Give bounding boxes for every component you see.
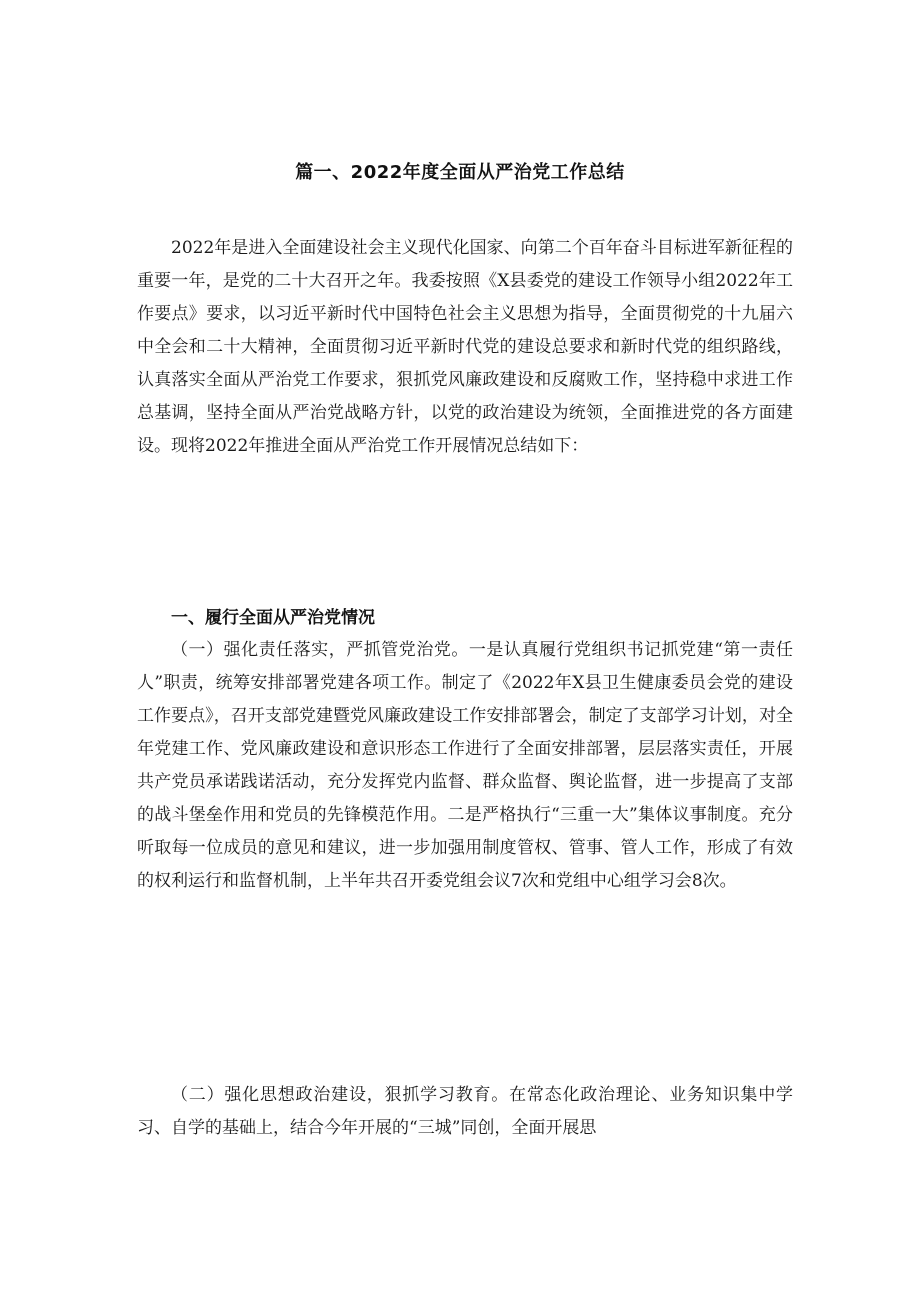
section-paragraph-2: （二）强化思想政治建设，狠抓学习教育。在常态化政治理论、业务知识集中学习、自学的基础上，结合今年开展的“三城”同创，全面开展思 — [137, 1085, 793, 1138]
section-paragraph-1: （一）强化责任落实，严抓管党治党。一是认真履行党组织书记抓党建“第一责任人”职责，统筹安排部署党建各项工作。制定了《2022年X县卫生健康委员会党的建设工作要点》，召开支部党建暨党风廉政建设工作安排部署会，制定了支部学习计划，对全年党建工作、党风廉政建设和意识形态工作进行了全面安排部署，层层落实责任，开展共产党员承诺践诺活动，充分发挥党内监督、群众监督、舆论监督，进一步提高了支部的战斗堡垒作用和党员的先锋模范作用。二是严格执行“三重一大”集体议事制度。充分听取每一位成员的意见和建议，进一步加强用制度管权、管事、管人工作，形成了有效的权利运行和监督机制，上半年共召开委党组会议7次和党组中心组学习会8次。 — [137, 640, 793, 891]
section-heading: 一、履行全面从严治党情况 — [171, 608, 375, 628]
document-title: 篇一、2022年度全面从严治党工作总结 — [295, 162, 625, 183]
intro-paragraph: 2022年是进入全面建设社会主义现代化国家、向第二个百年奋斗目标进军新征程的重要一年，是党的二十大召开之年。我委按照《X县委党的建设工作领导小组2022年工作要点》要求，以习近平新时代中国特色社会主义思想为指导，全面贯彻党的十九届六中全会和二十大精神，全面贯彻习近平新时代党的建设总要求和新时代党的组织路线，认真落实全面从严治党工作要求，狠抓党风廉政建设和反腐败工作，坚持稳中求进工作总基调，坚持全面从严治党战略方针，以党的政治建设为统领，全面推进党的各方面建设。现将2022年推进全面从严治党工作开展情况总结如下： — [137, 238, 793, 456]
